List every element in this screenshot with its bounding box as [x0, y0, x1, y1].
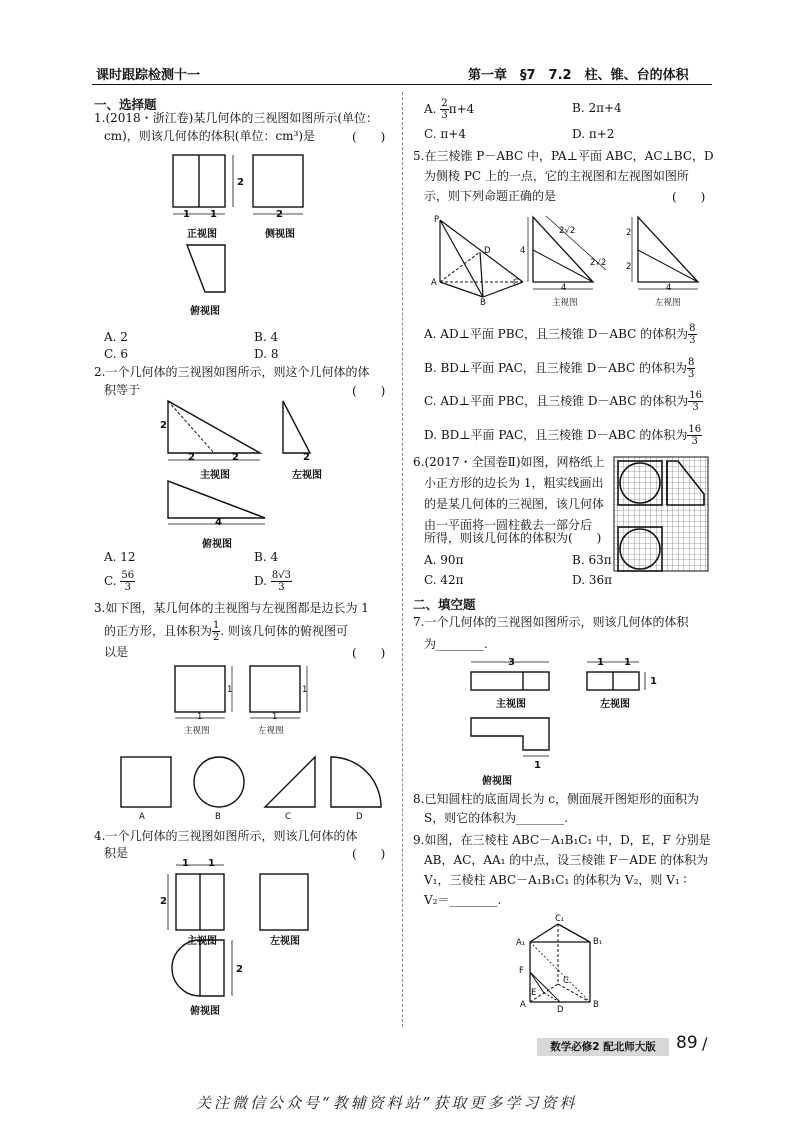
- q9-label-c: C: [563, 976, 569, 986]
- q5-label-b: B: [480, 298, 486, 308]
- q3-side-label: 左视图: [258, 726, 284, 736]
- q5-line2: 为侧棱 PC 上的一点，它的主视图和左视图如图所: [424, 169, 689, 183]
- q7-side-label: 左视图: [600, 699, 630, 710]
- q5-opt-b[interactable]: B. BD⊥平面 PAC，且三棱锥 D－ABC 的体积为 $\frac{8}{3}$: [424, 357, 695, 380]
- q6-opt-b[interactable]: B. 63π: [572, 553, 612, 567]
- q3-choice-b[interactable]: B: [215, 812, 221, 822]
- q5-answer-paren[interactable]: ( ): [672, 190, 706, 204]
- q4-dim-top: 2: [236, 964, 243, 975]
- q5-label-c: C: [513, 278, 519, 288]
- q5-opt-d[interactable]: D. BD⊥平面 PAC，且三棱锥 D－ABC 的体积为 $\frac{16}{3}$: [424, 424, 702, 447]
- q2-opt-d-frac: $\frac{8√3}{3}$: [271, 570, 291, 593]
- q6-grid-figure: [612, 455, 712, 575]
- q2-answer-paren[interactable]: ( ): [352, 384, 386, 398]
- q6-line2: 小正方形的边长为 1，粗实线画出: [424, 476, 604, 490]
- q4-line2: 积是: [104, 846, 129, 860]
- q2-dim-b: 2: [232, 452, 239, 463]
- q6-opt-a[interactable]: A. 90π: [424, 553, 464, 567]
- q8-line1: 8.已知圆柱的底面周长为 c，侧面展开图矩形的面积为: [413, 792, 699, 806]
- q4-opt-d[interactable]: D. π+2: [572, 127, 615, 141]
- q2-top-label: 俯视图: [202, 539, 232, 550]
- q7-top-label: 俯视图: [482, 776, 512, 787]
- q1-line1: 1.(2018・浙江卷)某几何体的三视图如图所示(单位：: [94, 111, 379, 125]
- q5-label-d: D: [484, 246, 491, 256]
- q5-opt-c[interactable]: C. AD⊥平面 PBC，且三棱锥 D－ABC 的体积为 $\frac{16}{3}$: [424, 390, 702, 413]
- q9-prism: [520, 915, 620, 1015]
- q3-front-label: 主视图: [184, 726, 210, 736]
- header-rule: [92, 84, 712, 85]
- q1-opt-a[interactable]: A. 2: [104, 330, 128, 344]
- q2-opt-c-frac: $\frac{56}{3}$: [121, 570, 135, 593]
- q7-dim-1d: 1: [534, 760, 541, 771]
- q9-label-d: D: [557, 1005, 564, 1015]
- q3-views: [170, 662, 320, 732]
- q9-line2: AB，AC，AA₁ 的中点，设三棱锥 F－ADE 的体积为: [424, 853, 709, 867]
- q3-line2: 的正方形，且体积为 $\frac{1}{2}$ . 则该几何体的俯视图可: [104, 620, 349, 643]
- q7-front-label: 主视图: [496, 699, 526, 710]
- q4-side-label: 左视图: [270, 936, 300, 947]
- q5-dim-2a: 2: [626, 228, 632, 238]
- q2-line1: 2.一个几何体的三视图如图所示，则这个几何体的体: [94, 365, 370, 379]
- q9-line4[interactable]: V₂＝________.: [424, 893, 502, 907]
- q9-line3: V₁，三棱柱 ABC－A₁B₁C₁ 的体积为 V₂，则 V₁ ∶: [424, 873, 687, 887]
- q1-dim-side: 2: [276, 209, 283, 220]
- q3-line1: 3.如下图，某几何体的主视图与左视图都是边长为 1: [94, 601, 369, 615]
- q2-side-label: 左视图: [292, 470, 322, 481]
- q2-dim-a: 2: [188, 452, 195, 463]
- q5-label-a: A: [431, 278, 437, 288]
- q4-opt-a[interactable]: A. $\frac{2}{3}$ π+4: [424, 98, 475, 121]
- q4-opt-b[interactable]: B. 2π+4: [572, 101, 622, 115]
- q5-dim-4a: 4: [520, 246, 526, 256]
- q4-answer-paren[interactable]: ( ): [352, 847, 386, 861]
- q1-front-label: 正视图: [187, 229, 217, 240]
- q1-line2: cm)，则该几何体的体积(单位：cm³)是: [104, 129, 316, 143]
- q4-opt-c[interactable]: C. π+4: [424, 127, 466, 141]
- q2-line2: 积等于: [104, 383, 141, 397]
- header-right: 第一章 §7 7.2 柱、锥、台的体积: [468, 68, 689, 83]
- q3-choice-a[interactable]: A: [139, 812, 145, 822]
- q1-dim-w2: 1: [210, 209, 217, 220]
- q2-opt-b[interactable]: B. 4: [254, 550, 279, 564]
- q2-opt-d[interactable]: [254, 570, 292, 593]
- q5-side-label: 左视图: [655, 298, 681, 308]
- q5-front-label: 主视图: [552, 298, 578, 308]
- q3-choice-c[interactable]: C: [285, 812, 291, 822]
- q3-choice-d[interactable]: D: [356, 812, 363, 822]
- q3-answer-paren[interactable]: ( ): [352, 646, 386, 660]
- q1-opt-c[interactable]: C. 6: [104, 347, 129, 361]
- q6-line5: 所得，则该几何体的体积为( ): [424, 531, 602, 545]
- q3-half: $\frac{1}{2}$: [213, 620, 220, 643]
- footer-book-title: 数学必修2 配北师大版: [537, 1038, 669, 1056]
- footer-slash: /: [702, 1034, 708, 1053]
- q4-line1: 4.一个几何体的三视图如图所示，则该几何体的体: [94, 829, 358, 843]
- q9-label-b: B: [593, 1000, 599, 1010]
- q7-line2[interactable]: 为________.: [424, 637, 488, 651]
- page-number: 89: [676, 1033, 698, 1053]
- q9-label-b1: B₁: [593, 937, 603, 947]
- section-choice: 一、选择题: [94, 97, 157, 112]
- q1-opt-d[interactable]: D. 8: [254, 347, 279, 361]
- q1-opt-b[interactable]: B. 4: [254, 330, 279, 344]
- q6-opt-d[interactable]: D. 36π: [572, 573, 612, 587]
- q2-dim-h: 2: [160, 420, 167, 431]
- q1-dim-h: 2: [237, 177, 244, 188]
- q3-dim-1b: 1: [197, 712, 203, 722]
- handwritten-note: 关注微信公众号“教辅资料站”获取更多学习资料: [196, 1094, 578, 1112]
- q6-line3: 的是某几何体的三视图，该几何体: [424, 497, 605, 511]
- q9-line1: 9.如图，在三棱柱 ABC－A₁B₁C₁ 中，D，E，F 分别是: [413, 833, 711, 847]
- q2-opt-c-prefix: C.: [104, 574, 117, 588]
- q3-dim-1c: 1: [302, 685, 308, 695]
- q3-dim-1d: 1: [272, 712, 278, 722]
- q1-top-label: 俯视图: [190, 306, 220, 317]
- q7-figure: [465, 656, 655, 776]
- q3-choices: [118, 754, 378, 814]
- q5-dim-2b: 2: [626, 262, 632, 272]
- q2-front-label: 主视图: [200, 470, 230, 481]
- q1-side-label: 侧视图: [265, 229, 295, 240]
- q8-line2[interactable]: S，则它的体积为________.: [424, 811, 569, 825]
- q5-dim-r2: 2√2: [590, 258, 607, 268]
- q2-dim-side: 2: [303, 452, 310, 463]
- q5-dim-r1: 2√2: [559, 226, 576, 236]
- q4-dim-w2: 1: [208, 858, 215, 869]
- q4-top-label: 俯视图: [190, 1006, 220, 1017]
- q7-dim-1b: 1: [624, 657, 631, 668]
- q5-opt-a[interactable]: A. AD⊥平面 PBC，且三棱锥 D－ABC 的体积为 $\frac{8}{3}$: [424, 323, 696, 346]
- q3-line3: 以是: [104, 645, 129, 659]
- q7-line1: 7.一个几何体的三视图如图所示，则该几何体的体积: [413, 615, 689, 629]
- q7-dim-1a: 1: [597, 657, 604, 668]
- q9-label-c1: C₁: [555, 914, 565, 924]
- q6-line1: 6.(2017・全国卷Ⅱ)如图，网格纸上: [413, 455, 605, 469]
- q5-dim-4b: 4: [561, 283, 567, 293]
- q3-dim-1a: 1: [227, 685, 233, 695]
- q9-label-e: E: [531, 988, 537, 998]
- q9-label-a1: A₁: [516, 938, 526, 948]
- q2-opt-d-prefix: D.: [254, 574, 268, 588]
- q1-answer-paren[interactable]: ( ): [352, 130, 386, 144]
- q9-label-f: F: [519, 966, 524, 976]
- q5-dim-4c: 4: [666, 283, 672, 293]
- q2-dim-top: 4: [215, 517, 222, 528]
- q4-dim-h: 2: [160, 896, 167, 907]
- header-left: 课时跟踪检测十一: [96, 68, 201, 83]
- q5-label-p: P: [434, 215, 440, 225]
- section-fill: 二、填空题: [413, 597, 476, 612]
- q2-opt-c[interactable]: [104, 570, 135, 593]
- q7-dim-3: 3: [508, 657, 515, 668]
- q1-dim-w1: 1: [183, 209, 190, 220]
- q6-line4: 由一平面将一圆柱截去一部分后: [424, 518, 593, 532]
- q9-label-a: A: [520, 1000, 526, 1010]
- q7-dim-1c: 1: [650, 676, 657, 687]
- q5-line3: 示，则下列命题正确的是: [424, 189, 557, 203]
- q4-front-label: 主视图: [187, 936, 217, 947]
- q4-dim-w1: 1: [182, 858, 189, 869]
- q5-line1: 5.在三棱锥 P－ABC 中，PA⊥平面 ABC，AC⊥BC，D: [413, 149, 714, 163]
- q2-opt-a[interactable]: A. 12: [104, 550, 136, 564]
- q6-opt-c[interactable]: C. 42π: [424, 573, 464, 587]
- column-divider: [402, 92, 403, 1027]
